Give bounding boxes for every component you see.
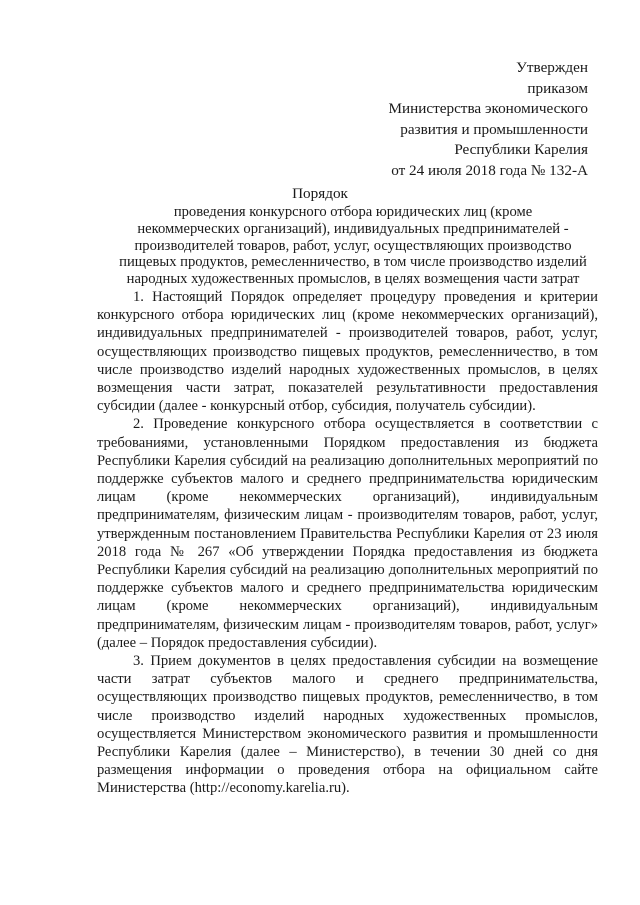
approval-line: Утвержден [516,59,588,76]
approval-line: развития и промышленности [400,120,588,138]
heading-line: производителей товаров, работ, услуг, осуществляющих производство [134,237,572,254]
heading-line: некоммерческих организаций), индивидуальных предпринимателей - [137,220,569,237]
approval-line: приказом [527,79,588,97]
paragraph-3: 3. Прием документов в целях предоставления субсидии на возмещение части затрат субъектов малого и среднего предпринимательства, осуществляющих производство пищевых продуктов, ремесленничество, в том числе производство изделий народных художественных промыслов, осуществляется Министерством экономического развития и промышленности Республики Карелия (далее – Министерство), в течении 30 дней со дня размещения информации о проведения отбора на официальном сайте Министерства (http://economy.karelia.ru). [97,653,598,797]
document-body [97,288,598,798]
approval-line: от 24 июля 2018 года № 132-А [391,161,588,179]
approval-line: Министерства экономического [388,100,588,118]
paragraph-1: 1. Настоящий Порядок определяет процедуру проведения и критерии конкурсного отбора юридических лиц (кроме некоммерческих организаций), индивидуальных предпринимателей - производителей товаров, работ, услуг, осуществляющих производство пищевых продуктов, ремесленничество, в том числе производство изделий народных художественных промыслов, в целях возмещения части затрат, показателей результативности предоставления субсидии (далее - конкурсный отбор, субсидия, получатель субсидии). [97,289,598,415]
approval-line: Республики Карелия [454,141,588,159]
approval-stamp [388,58,588,182]
heading-line: проведения конкурсного отбора юридических лиц (кроме [173,204,533,220]
heading-line: народных художественных промыслов, в целях возмещения части затрат [126,271,580,288]
document-title: Порядок [292,185,348,202]
heading-line: пищевых продуктов, ремесленничество, в том числе производство изделий [119,254,587,271]
paragraph-2: 2. Проведение конкурсного отбора осуществляется в соответствии с требованиями, установленными Порядком предоставления из бюджета Республики Карелия субсидий на реализацию дополнительных мероприятий по поддержке субъектов малого и среднего предпринимательства юридическим лицам (кроме некоммерческих организаций), индивидуальным предпринимателям, физическим лицам - производителям товаров, работ, услуг, утвержденным постановлением Правительства Республики Карелия от 23 июля 2018 года № 267 «Об утверждении Порядка предоставления из бюджета Республики Карелия субсидий на реализацию дополнительных мероприятий по поддержке субъектов малого и среднего предпринимательства юридическим лицам (кроме некоммерческих организаций), индивидуальным предпринимателям, физическим лицам - производителям товаров, работ, услуг» (далее – Порядок предоставления субсидии). [97,416,598,651]
document-heading [110,204,596,288]
